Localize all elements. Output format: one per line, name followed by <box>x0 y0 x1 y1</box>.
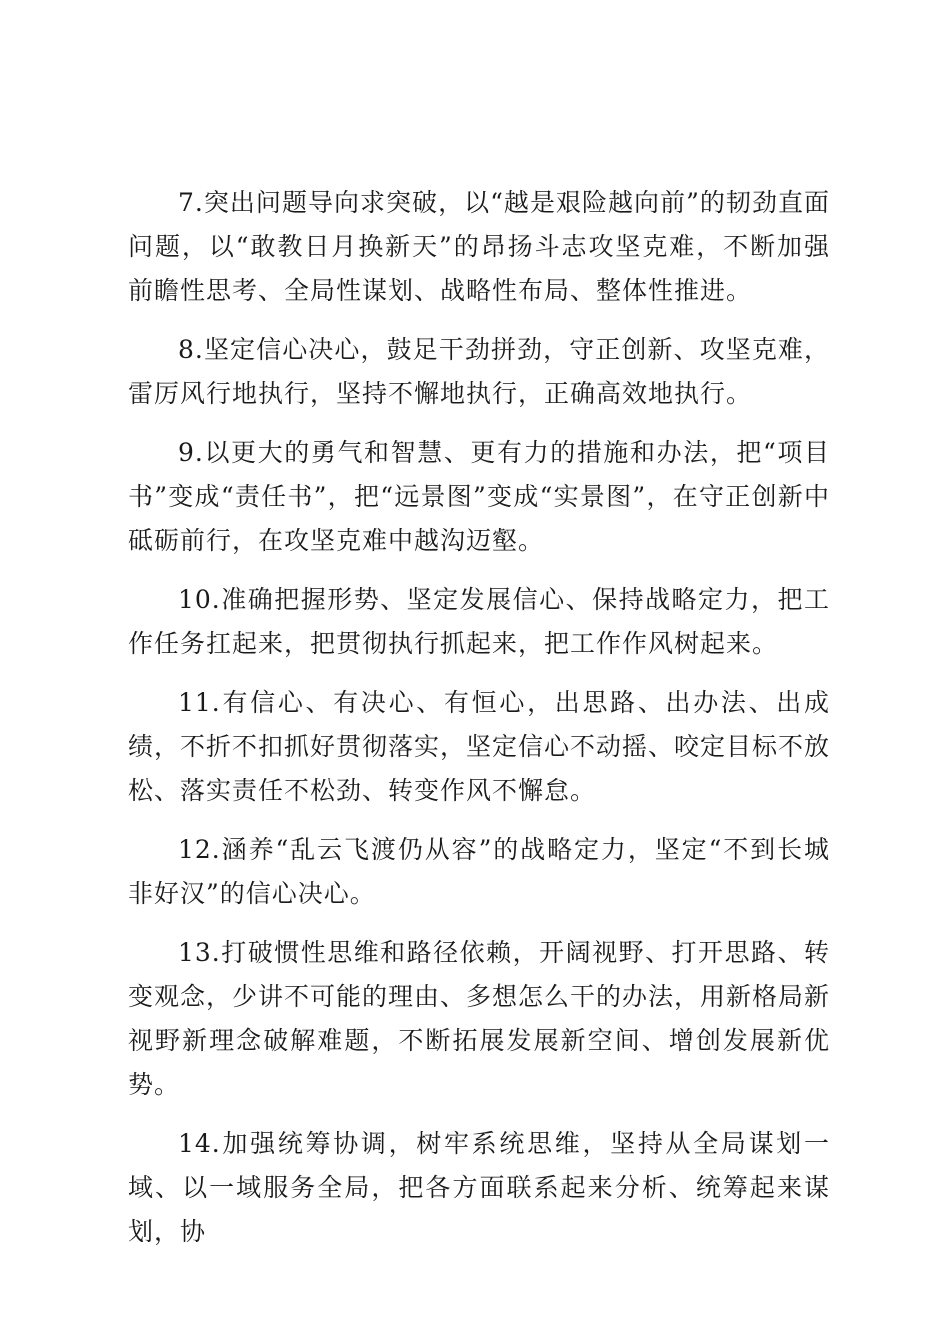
paragraph-12: 12.涵养“乱云飞渡仍从容”的战略定力，坚定“不到长城非好汉”的信心决心。 <box>128 835 830 908</box>
paragraph-13: 13.打破惯性思维和路径依赖，开阔视野、打开思路、转变观念，少讲不可能的理由、多想怎么干的办法，用新格局新视野新理念破解难题，不断拓展发展新空间、增创发展新优势。 <box>128 938 831 1099</box>
paragraph-7: 7.突出问题导向求突破，以“越是艰险越向前”的韧劲直面问题，以“敢教日月换新天”的昂扬斗志攻坚克难，不断加强前瞻性思考、全局性谋划、战略性布局、整体性推进。 <box>128 188 830 305</box>
paragraph-14: 14.加强统筹协调，树牢系统思维，坚持从全局谋划一域、以一域服务全局，把各方面联系起来分析、统筹起来谋划，协 <box>128 1129 830 1246</box>
paragraph-10: 10.准确把握形势、坚定发展信心、保持战略定力，把工作任务扛起来，把贯彻执行抓起来，把工作作风树起来。 <box>128 585 830 658</box>
paragraph-9: 9.以更大的勇气和智慧、更有力的措施和办法，把“项目书”变成“责任书”，把“远景图”变成“实景图”，在守正创新中砥砺前行，在攻坚克难中越沟迈壑。 <box>128 438 830 555</box>
document-body <box>128 181 830 1269</box>
paragraph-11: 11.有信心、有决心、有恒心，出思路、出办法、出成绩，不折不扣抓好贯彻落实，坚定信心不动摇、咬定目标不放松、落实责任不松劲、转变作风不懈怠。 <box>128 688 831 805</box>
paragraph-8: 8.坚定信心决心，鼓足干劲拼劲，守正创新、攻坚克难，雷厉风行地执行，坚持不懈地执行，正确高效地执行。 <box>128 335 830 408</box>
